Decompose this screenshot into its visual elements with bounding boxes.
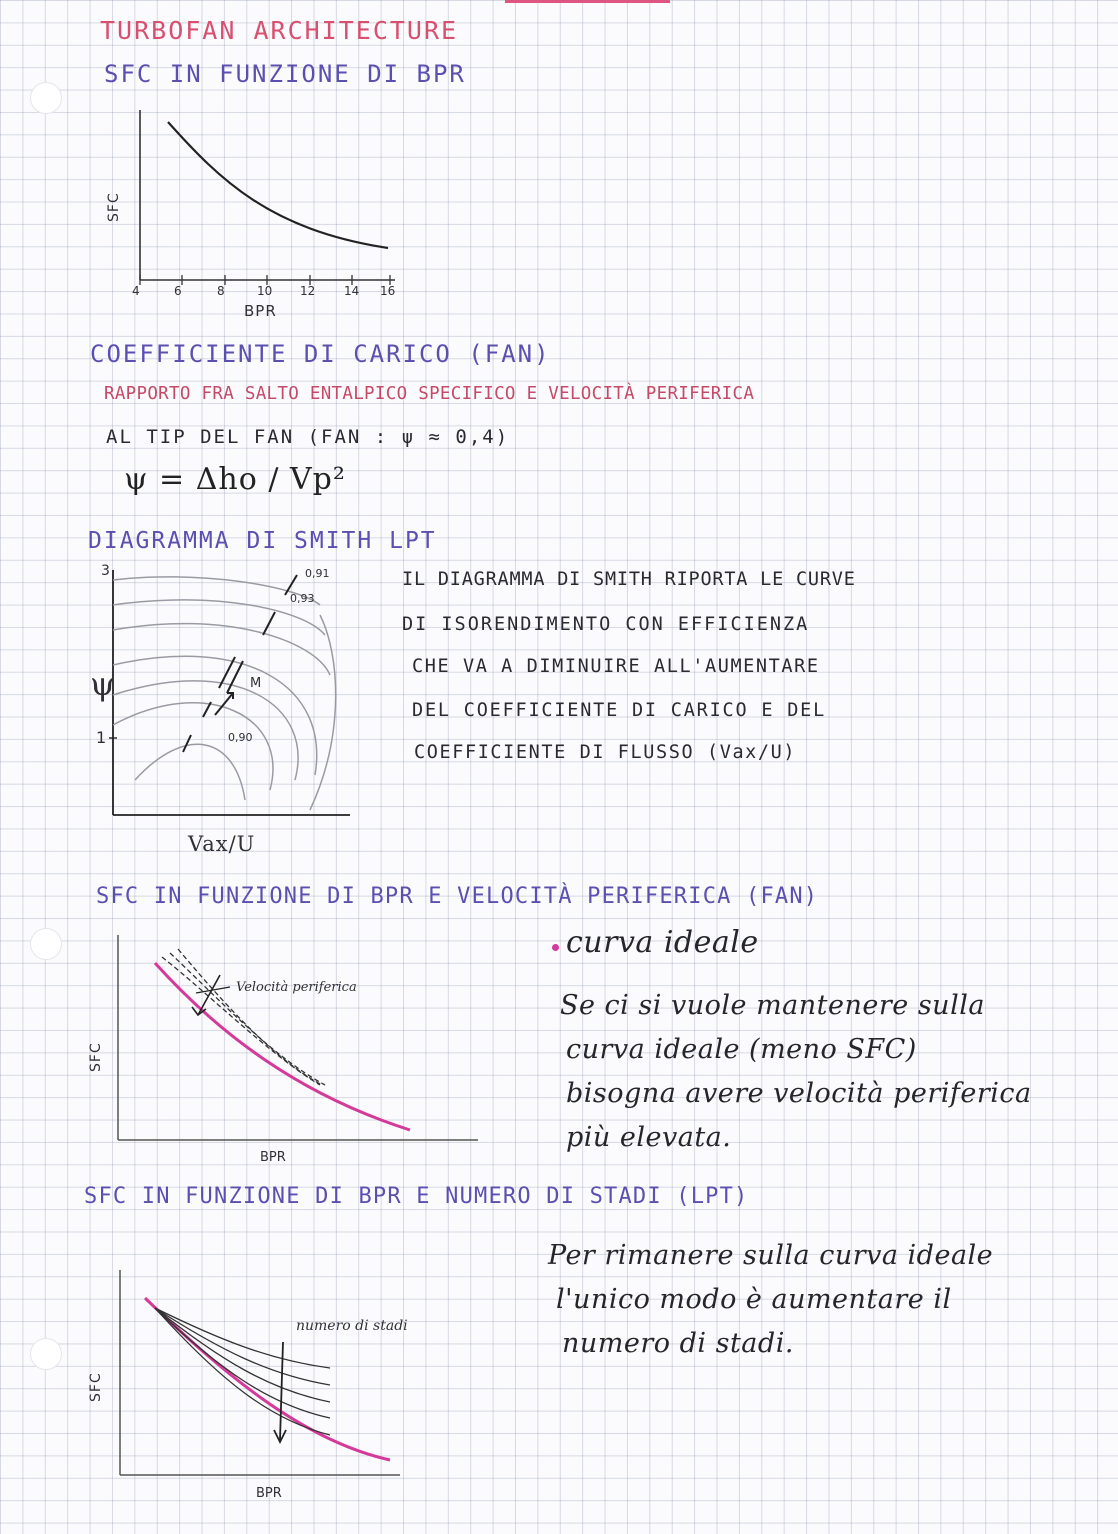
speed-note-3: bisogna avere velocità periferica: [566, 1078, 1032, 1109]
sfc-stages-chart: [100, 1270, 420, 1490]
speed-arrow-label: Velocità periferica: [236, 980, 357, 995]
smith-chart: [95, 565, 355, 835]
load-coeff-line1: RAPPORTO FRA SALTO ENTALPICO SPECIFICO E VELOCITÀ PERIFERICA: [104, 384, 755, 404]
stages-note-2: l'unico modo è aumentare il: [556, 1284, 952, 1315]
smith-marker: M: [250, 676, 262, 691]
smith-ytick-3: 3: [101, 563, 110, 579]
tick-14: 14: [344, 284, 360, 298]
smith-xlabel: Vax/U: [188, 832, 256, 856]
stages-note-1: Per rimanere sulla curva ideale: [548, 1240, 994, 1271]
speed-curves: [162, 949, 325, 1085]
top-edge-mark: [505, 0, 670, 3]
smith-eff-091: 0,91: [305, 567, 330, 580]
tick-4: 4: [132, 284, 140, 298]
binder-hole: [30, 82, 62, 114]
speed-note-1: Se ci si vuole mantenere sulla: [560, 990, 985, 1021]
smith-text-1: IL DIAGRAMMA DI SMITH RIPORTA LE CURVE: [402, 569, 856, 590]
tick-12: 12: [300, 284, 316, 298]
load-coeff-formula: ψ = Δho / Vp²: [124, 462, 346, 497]
speed-note-2: curva ideale (meno SFC): [566, 1034, 917, 1065]
sfc-stages-heading: SFC IN FUNZIONE DI BPR E NUMERO DI STADI (LPT): [84, 1184, 749, 1209]
sfc-bpr-xlabel: BPR: [244, 302, 277, 320]
bullet-dot: [552, 944, 559, 951]
speed-note-4: più elevata.: [566, 1122, 732, 1153]
sfc-speed-ylabel: SFC: [88, 1042, 104, 1072]
smith-ytick-1: 1: [96, 728, 107, 747]
ideal-curve-bullet: curva ideale: [566, 925, 759, 960]
tick-8: 8: [217, 284, 225, 298]
iso-efficiency-curves: [113, 577, 336, 810]
smith-text-2: DI ISORENDIMENTO CON EFFICIENZA: [402, 614, 810, 635]
tick-10: 10: [257, 284, 273, 298]
smith-ylabel: ψ: [90, 665, 116, 703]
smith-text-5: COEFFICIENTE DI FLUSSO (Vax/U): [414, 742, 797, 763]
stages-note-3: numero di stadi.: [562, 1328, 794, 1359]
load-coeff-heading: COEFFICIENTE DI CARICO (FAN): [90, 340, 551, 368]
binder-hole: [30, 928, 62, 960]
tick-16: 16: [380, 284, 396, 298]
stages-arrow-label: numero di stadi: [296, 1318, 408, 1334]
sfc-curve: [168, 122, 388, 248]
smith-eff-090: 0,90: [228, 731, 253, 744]
sfc-speed-xlabel: BPR: [260, 1150, 286, 1165]
load-coeff-line2: AL TIP DEL FAN (FAN : ψ ≈ 0,4): [106, 426, 510, 448]
tick-6: 6: [174, 284, 182, 298]
sfc-bpr-heading: SFC IN FUNZIONE DI BPR: [104, 60, 466, 88]
sfc-bpr-ylabel: SFC: [106, 192, 122, 222]
smith-heading: DIAGRAMMA DI SMITH LPT: [88, 528, 437, 554]
speed-arrow: [198, 975, 220, 1015]
sfc-speed-chart: [100, 935, 490, 1150]
smith-text-4: DEL COEFFICIENTE DI CARICO E DEL: [412, 700, 827, 721]
smith-text-3: CHE VA A DIMINUIRE ALL'AUMENTARE: [412, 656, 820, 677]
sfc-stages-xlabel: BPR: [256, 1486, 282, 1501]
binder-hole: [30, 1338, 62, 1370]
page-title: TURBOFAN ARCHITECTURE: [100, 16, 459, 45]
sfc-stages-ylabel: SFC: [88, 1372, 104, 1402]
sfc-speed-heading: SFC IN FUNZIONE DI BPR E VELOCITÀ PERIFERICA (FAN): [96, 884, 819, 909]
smith-eff-093: 0,93: [290, 592, 315, 605]
stages-arrow: [280, 1342, 283, 1440]
